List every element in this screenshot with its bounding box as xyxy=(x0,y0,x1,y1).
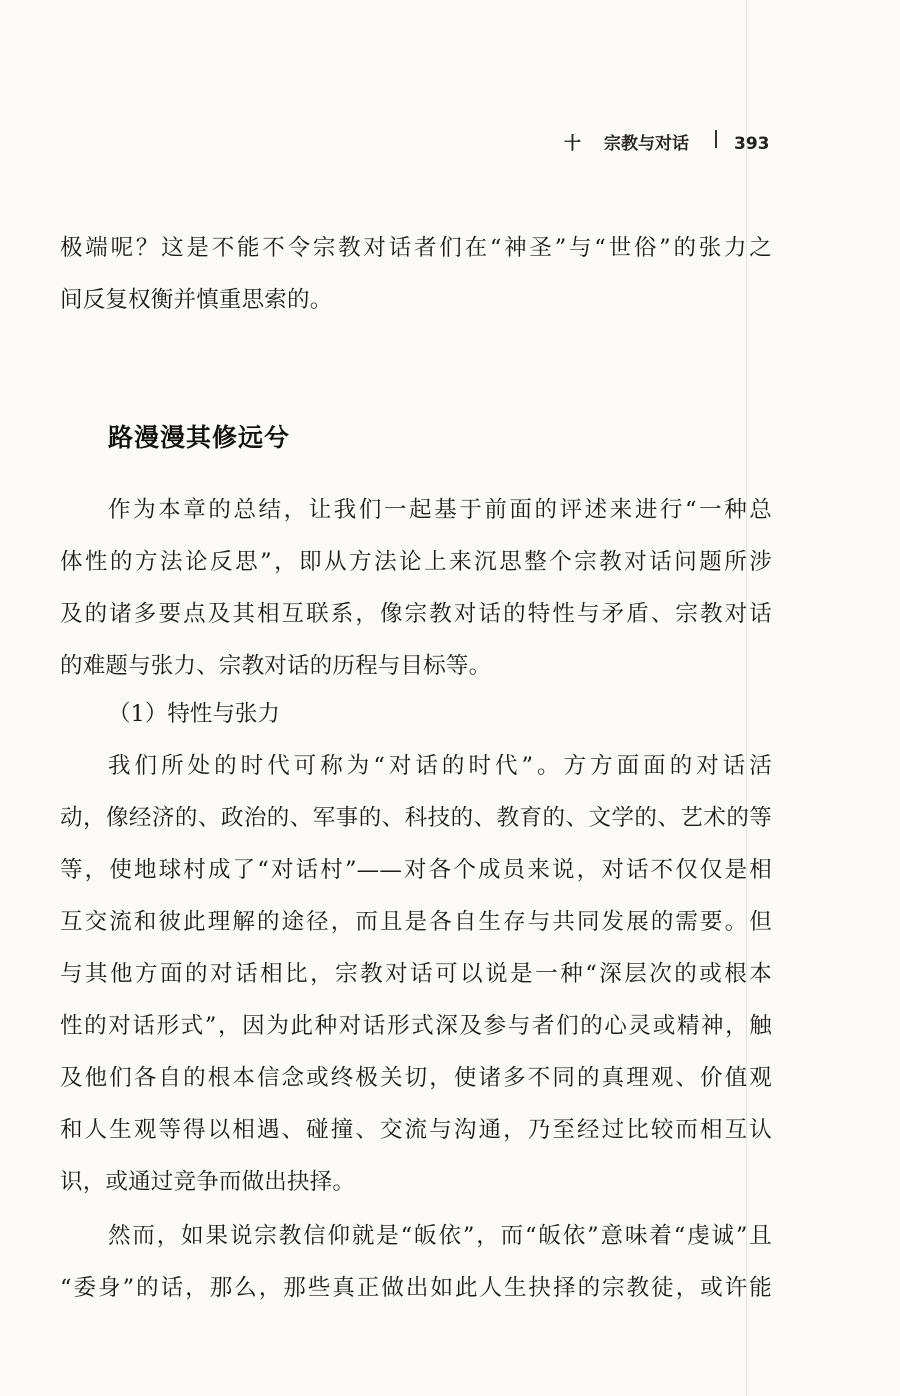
running-head xyxy=(560,130,780,158)
header-separator xyxy=(715,130,717,148)
chapter-number: 十 xyxy=(564,134,581,154)
chapter-title: 宗教与对话 xyxy=(604,134,689,154)
text-line: 互交流和彼此理解的途径，而且是各自生存与共同发展的需要。但 xyxy=(60,909,772,935)
subsection-heading: （1）特性与张力 xyxy=(108,701,280,727)
section-heading: 路漫漫其修远兮 xyxy=(108,423,291,452)
text-line: 我们所处的时代可称为“对话的时代”。方方面面的对话活 xyxy=(108,753,772,779)
text-line: 识，或通过竞争而做出抉择。 xyxy=(60,1169,356,1195)
page-number: 393 xyxy=(734,134,770,154)
text-line: “委身”的话，那么，那些真正做出如此人生抉择的宗教徒，或许能 xyxy=(60,1275,772,1301)
text-line: 性的对话形式”，因为此种对话形式深及参与者们的心灵或精神，触 xyxy=(60,1013,772,1039)
text-line: 等，使地球村成了“对话村”——对各个成员来说，对话不仅仅是相 xyxy=(60,857,772,883)
text-line: 体性的方法论反思”，即从方法论上来沉思整个宗教对话问题所涉 xyxy=(60,549,772,575)
text-line: 和人生观等得以相遇、碰撞、交流与沟通，乃至经过比较而相互认 xyxy=(60,1117,772,1143)
text-line: 的难题与张力、宗教对话的历程与目标等。 xyxy=(60,653,492,679)
text-line: 作为本章的总结，让我们一起基于前面的评述来进行“一种总 xyxy=(108,497,772,523)
text-line: 与其他方面的对话相比，宗教对话可以说是一种“深层次的或根本 xyxy=(60,961,772,987)
text-line: 极端呢？这是不能不令宗教对话者们在“神圣”与“世俗”的张力之 xyxy=(60,235,772,261)
text-line: 动，像经济的、政治的、军事的、科技的、教育的、文学的、艺术的等 xyxy=(60,805,772,831)
text-line: 间反复权衡并慎重思索的。 xyxy=(60,287,333,313)
text-line: 及的诸多要点及其相互联系，像宗教对话的特性与矛盾、宗教对话 xyxy=(60,601,772,627)
text-line: 及他们各自的根本信念或终极关切，使诸多不同的真理观、价值观 xyxy=(60,1065,772,1091)
text-line: 然而，如果说宗教信仰就是“皈依”，而“皈依”意味着“虔诚”且 xyxy=(108,1223,772,1249)
